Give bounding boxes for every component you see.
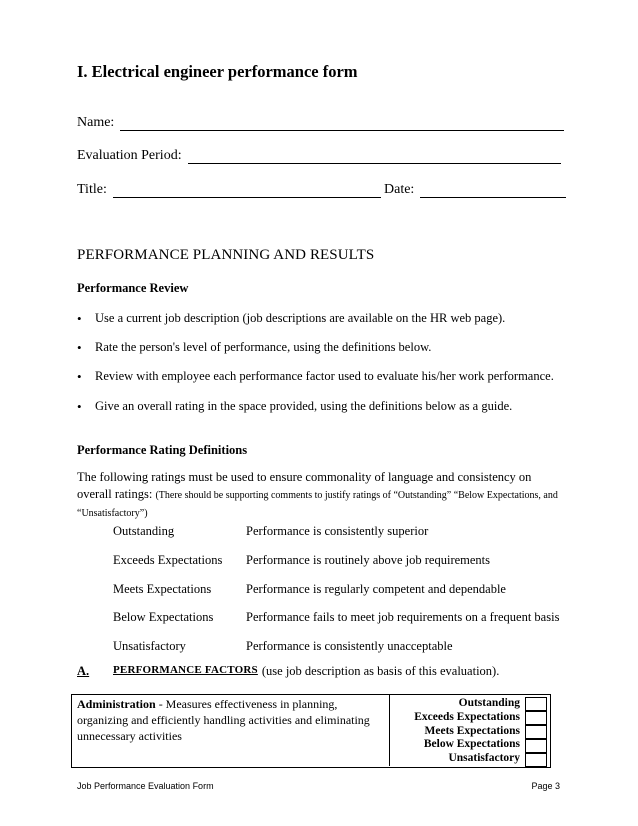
title-field[interactable]: [77, 182, 381, 198]
date-label: Date:: [384, 182, 415, 197]
checkbox-meets-expectations[interactable]: [525, 725, 547, 739]
rating-definitions-intro: [77, 469, 567, 522]
list-item: [77, 399, 512, 415]
level-label: Unsatisfactory: [448, 752, 520, 765]
checkbox-exceeds-expectations[interactable]: [525, 711, 547, 725]
bullet-icon: •: [77, 399, 82, 414]
level-label: Exceeds Expectations: [414, 710, 520, 723]
name-line[interactable]: [120, 116, 564, 131]
intro-main-text: The following ratings must be used to ensure commonality of language and consistency on overall ratings:: [77, 470, 532, 501]
date-line[interactable]: [420, 183, 566, 198]
rating-name: Outstanding: [113, 524, 175, 538]
title-label: Title:: [77, 182, 107, 197]
bullet-icon: •: [77, 311, 82, 326]
rating-definitions-heading: Performance Rating Definitions: [77, 443, 248, 457]
evaluation-period-field[interactable]: [77, 148, 561, 164]
bullet-text: Review with employee each performance factor used to evaluate his/her work performance.: [95, 369, 554, 383]
rating-row: [113, 639, 453, 654]
rating-levels-list: [392, 697, 520, 766]
rating-name: Meets Expectations: [113, 582, 212, 596]
section-letter: A.: [77, 664, 90, 678]
footer-title: Job Performance Evaluation Form: [77, 781, 214, 791]
performance-factors-title: PERFORMANCE FACTORS: [113, 664, 258, 676]
performance-review-heading: Performance Review: [77, 281, 189, 295]
bullet-text: Use a current job description (job descriptions are available on the HR web page).: [95, 311, 506, 325]
title-line[interactable]: [113, 183, 381, 198]
planning-heading: PERFORMANCE PLANNING AND RESULTS: [77, 247, 375, 263]
rating-row: [113, 610, 559, 625]
bullet-icon: •: [77, 369, 82, 384]
rating-row: [113, 553, 490, 568]
rating-row: [113, 524, 428, 539]
level-label: Below Expectations: [423, 738, 520, 751]
bullet-text: Give an overall rating in the space provided, using the definitions below as a guide.: [95, 399, 513, 413]
performance-factors-note: (use job description as basis of this evaluation).: [261, 664, 500, 678]
performance-factors-heading: [77, 664, 499, 679]
rating-desc: Performance fails to meet job requirements on a frequent basis: [246, 610, 560, 624]
rating-desc: Performance is consistently unacceptable: [246, 639, 453, 653]
date-field[interactable]: [384, 182, 566, 198]
intro-note-text: (There should be supporting comments to justify ratings of “Outstanding” “Below Expectations, and “Unsatisfactory”): [77, 490, 558, 519]
rating-name: Below Expectations: [113, 610, 214, 624]
evaluation-period-line[interactable]: [188, 149, 561, 164]
administration-label: Administration: [77, 697, 156, 711]
evaluation-period-label: Evaluation Period:: [77, 148, 182, 163]
bullet-icon: •: [77, 340, 82, 355]
rating-name: Unsatisfactory: [113, 639, 186, 653]
rating-desc: Performance is consistently superior: [246, 524, 429, 538]
level-label: Meets Expectations: [424, 724, 520, 737]
administration-text: [77, 696, 383, 744]
name-field[interactable]: [77, 115, 564, 131]
form-title: I. Electrical engineer performance form: [77, 62, 358, 81]
rating-desc: Performance is routinely above job requirements: [246, 553, 491, 567]
rating-row: [113, 582, 506, 597]
list-item: [77, 311, 505, 327]
list-item: [77, 340, 431, 356]
page-number: Page 3: [531, 781, 560, 791]
name-label: Name:: [77, 115, 115, 130]
list-item: [77, 369, 554, 385]
checkbox-below-expectations[interactable]: [525, 739, 547, 753]
level-label: Outstanding: [458, 697, 520, 709]
administration-desc: - Measures effectiveness in planning, organizing and efficiently handling activities and eliminating unnecessary activities: [77, 697, 370, 743]
rating-name: Exceeds Expectations: [113, 553, 223, 567]
bullet-text: Rate the person's level of performance, using the definitions below.: [95, 340, 432, 354]
checkbox-outstanding[interactable]: [525, 697, 547, 711]
rating-desc: Performance is regularly competent and dependable: [246, 582, 506, 596]
checkbox-unsatisfactory[interactable]: [525, 753, 547, 767]
